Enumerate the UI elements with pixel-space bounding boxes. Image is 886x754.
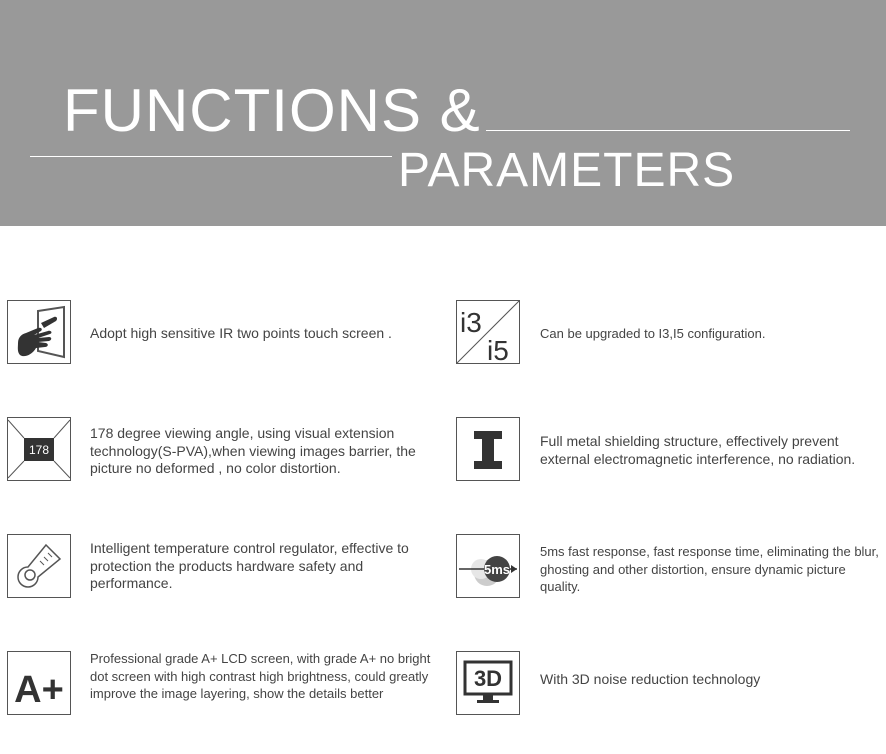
feature-text-grade-a-plus: Professional grade A+ LCD screen, with grade A+ no bright dot screen with high contrast high brightness, could greatly improve the image layering, show the details better xyxy=(90,651,431,701)
title-rule-left xyxy=(30,156,392,157)
monitor-3d-icon xyxy=(456,651,520,715)
viewing-angle-icon xyxy=(7,417,71,481)
title-functions: FUNCTIONS & xyxy=(63,77,481,144)
response-time-label: 5ms xyxy=(483,562,511,577)
feature-text-response-time: 5ms fast response, fast response time, eliminating the blur, ghosting and other distortion, ensure dynamic picture quality. xyxy=(540,544,879,594)
title-rule-right xyxy=(486,130,850,131)
viewing-angle-label: 178 xyxy=(28,443,50,457)
grade-a-plus-icon xyxy=(7,651,71,715)
feature-text-cpu: Can be upgraded to I3,I5 configuration. xyxy=(540,326,766,341)
touch-hand-icon xyxy=(7,300,71,364)
thermometer-icon xyxy=(7,534,71,598)
grade-a-plus-label: A+ xyxy=(14,669,64,711)
feature-text-viewing-angle: 178 degree viewing angle, using visual extension technology(S-PVA),when viewing images barrier, the picture no deformed , no color distortion. xyxy=(90,425,416,476)
feature-text-touch: Adopt high sensitive IR two points touch screen . xyxy=(90,325,392,341)
title-parameters: PARAMETERS xyxy=(398,144,736,197)
cpu-i3-i5-icon xyxy=(456,300,520,364)
feature-text-3d: With 3D noise reduction technology xyxy=(540,671,761,687)
feature-text-metal-shielding: Full metal shielding structure, effectively prevent external electromagnetic interference, no radiation. xyxy=(540,433,856,467)
feature-text-temperature: Intelligent temperature control regulator, effective to protection the products hardware safety and performance. xyxy=(90,540,409,591)
response-time-icon xyxy=(456,534,520,598)
header-banner xyxy=(0,0,886,226)
cpu-i3-label: i3 xyxy=(460,307,482,338)
cpu-i5-label: i5 xyxy=(487,335,509,363)
monitor-3d-label: 3D xyxy=(473,666,503,691)
metal-i-beam-icon xyxy=(456,417,520,481)
